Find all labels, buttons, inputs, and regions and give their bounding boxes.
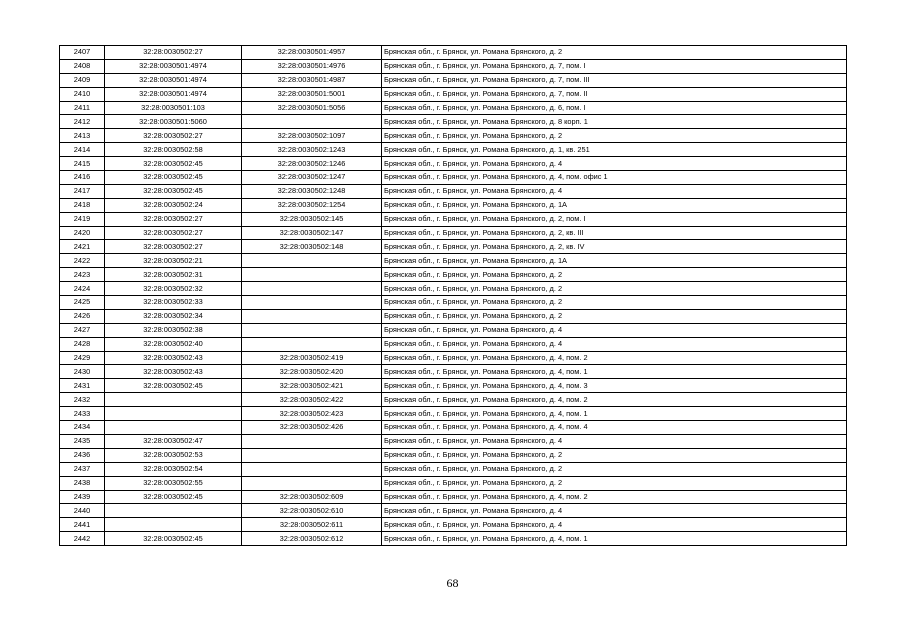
parcel-number-cell: 32:28:0030502:33	[105, 296, 242, 310]
parcel-number-cell: 32:28:0030502:45	[105, 171, 242, 185]
parcel-number-cell: 32:28:0030501:4974	[105, 73, 242, 87]
table-body	[60, 46, 847, 546]
object-number-cell	[242, 476, 382, 490]
address-cell: Брянская обл., г. Брянск, ул. Романа Брянского, д. 7, пом. II	[382, 87, 847, 101]
address-cell: Брянская обл., г. Брянск, ул. Романа Брянского, д. 4, пом. 2	[382, 393, 847, 407]
table-row	[60, 379, 847, 393]
table-row	[60, 240, 847, 254]
address-cell: Брянская обл., г. Брянск, ул. Романа Брянского, д. 4	[382, 157, 847, 171]
address-cell: Брянская обл., г. Брянск, ул. Романа Брянского, д. 4, пом. 1	[382, 365, 847, 379]
table-row	[60, 212, 847, 226]
row-number-cell: 2418	[60, 198, 105, 212]
address-cell: Брянская обл., г. Брянск, ул. Романа Брянского, д. 4	[382, 184, 847, 198]
row-number-cell: 2431	[60, 379, 105, 393]
object-number-cell	[242, 268, 382, 282]
object-number-cell: 32:28:0030502:612	[242, 532, 382, 546]
parcel-number-cell	[105, 421, 242, 435]
table-row	[60, 254, 847, 268]
row-number-cell: 2427	[60, 323, 105, 337]
address-cell: Брянская обл., г. Брянск, ул. Романа Брянского, д. 2	[382, 476, 847, 490]
address-cell: Брянская обл., г. Брянск, ул. Романа Брянского, д. 2, кв. IV	[382, 240, 847, 254]
table-row	[60, 184, 847, 198]
object-number-cell: 32:28:0030502:420	[242, 365, 382, 379]
parcel-number-cell: 32:28:0030502:27	[105, 240, 242, 254]
address-cell: Брянская обл., г. Брянск, ул. Романа Брянского, д. 2, пом. I	[382, 212, 847, 226]
address-cell: Брянская обл., г. Брянск, ул. Романа Брянского, д. 2	[382, 296, 847, 310]
object-number-cell: 32:28:0030502:609	[242, 490, 382, 504]
row-number-cell: 2410	[60, 87, 105, 101]
address-cell: Брянская обл., г. Брянск, ул. Романа Брянского, д. 4	[382, 323, 847, 337]
parcel-number-cell: 32:28:0030502:55	[105, 476, 242, 490]
table-row	[60, 323, 847, 337]
address-cell: Брянская обл., г. Брянск, ул. Романа Брянского, д. 4, пом. 1	[382, 407, 847, 421]
table-row	[60, 157, 847, 171]
row-number-cell: 2437	[60, 462, 105, 476]
object-number-cell	[242, 115, 382, 129]
row-number-cell: 2411	[60, 101, 105, 115]
row-number-cell: 2441	[60, 518, 105, 532]
table-row	[60, 393, 847, 407]
parcel-number-cell: 32:28:0030502:32	[105, 282, 242, 296]
object-number-cell: 32:28:0030502:147	[242, 226, 382, 240]
address-cell: Брянская обл., г. Брянск, ул. Романа Брянского, д. 4	[382, 518, 847, 532]
table-row	[60, 101, 847, 115]
parcel-number-cell: 32:28:0030502:47	[105, 434, 242, 448]
parcel-number-cell: 32:28:0030502:45	[105, 490, 242, 504]
address-cell: Брянская обл., г. Брянск, ул. Романа Брянского, д. 4	[382, 337, 847, 351]
table-row	[60, 46, 847, 60]
row-number-cell: 2420	[60, 226, 105, 240]
address-cell: Брянская обл., г. Брянск, ул. Романа Брянского, д. 7, пом. III	[382, 73, 847, 87]
parcel-number-cell: 32:28:0030502:40	[105, 337, 242, 351]
table-row	[60, 87, 847, 101]
table-row	[60, 351, 847, 365]
address-cell: Брянская обл., г. Брянск, ул. Романа Брянского, д. 6, пом. I	[382, 101, 847, 115]
object-number-cell: 32:28:0030502:423	[242, 407, 382, 421]
cadastral-table	[59, 45, 847, 546]
object-number-cell	[242, 462, 382, 476]
row-number-cell: 2433	[60, 407, 105, 421]
row-number-cell: 2439	[60, 490, 105, 504]
object-number-cell	[242, 448, 382, 462]
table-row	[60, 365, 847, 379]
address-cell: Брянская обл., г. Брянск, ул. Романа Брянского, д. 2	[382, 46, 847, 60]
table-row	[60, 490, 847, 504]
table-row	[60, 143, 847, 157]
address-cell: Брянская обл., г. Брянск, ул. Романа Брянского, д. 2	[382, 448, 847, 462]
parcel-number-cell: 32:28:0030501:4974	[105, 87, 242, 101]
address-cell: Брянская обл., г. Брянск, ул. Романа Брянского, д. 4, пом. офис 1	[382, 171, 847, 185]
address-cell: Брянская обл., г. Брянск, ул. Романа Брянского, д. 4, пом. 1	[382, 532, 847, 546]
object-number-cell: 32:28:0030502:1243	[242, 143, 382, 157]
object-number-cell: 32:28:0030502:611	[242, 518, 382, 532]
table-row	[60, 309, 847, 323]
object-number-cell: 32:28:0030502:426	[242, 421, 382, 435]
address-cell: Брянская обл., г. Брянск, ул. Романа Брянского, д. 1, кв. 251	[382, 143, 847, 157]
row-number-cell: 2421	[60, 240, 105, 254]
table-row	[60, 171, 847, 185]
object-number-cell	[242, 309, 382, 323]
row-number-cell: 2428	[60, 337, 105, 351]
object-number-cell	[242, 434, 382, 448]
parcel-number-cell: 32:28:0030502:34	[105, 309, 242, 323]
row-number-cell: 2442	[60, 532, 105, 546]
object-number-cell: 32:28:0030501:4987	[242, 73, 382, 87]
row-number-cell: 2408	[60, 59, 105, 73]
address-cell: Брянская обл., г. Брянск, ул. Романа Брянского, д. 8 корп. 1	[382, 115, 847, 129]
table-row	[60, 282, 847, 296]
row-number-cell: 2423	[60, 268, 105, 282]
parcel-number-cell	[105, 504, 242, 518]
parcel-number-cell: 32:28:0030501:4974	[105, 59, 242, 73]
parcel-number-cell: 32:28:0030502:45	[105, 157, 242, 171]
table-row	[60, 129, 847, 143]
row-number-cell: 2426	[60, 309, 105, 323]
address-cell: Брянская обл., г. Брянск, ул. Романа Брянского, д. 4, пом. 4	[382, 421, 847, 435]
table-row	[60, 198, 847, 212]
row-number-cell: 2435	[60, 434, 105, 448]
object-number-cell: 32:28:0030501:5056	[242, 101, 382, 115]
address-cell: Брянская обл., г. Брянск, ул. Романа Брянского, д. 1А	[382, 254, 847, 268]
object-number-cell: 32:28:0030501:4976	[242, 59, 382, 73]
parcel-number-cell: 32:28:0030501:5060	[105, 115, 242, 129]
row-number-cell: 2440	[60, 504, 105, 518]
table-row	[60, 59, 847, 73]
address-cell: Брянская обл., г. Брянск, ул. Романа Брянского, д. 4, пом. 3	[382, 379, 847, 393]
row-number-cell: 2438	[60, 476, 105, 490]
object-number-cell	[242, 323, 382, 337]
row-number-cell: 2412	[60, 115, 105, 129]
object-number-cell: 32:28:0030502:422	[242, 393, 382, 407]
row-number-cell: 2415	[60, 157, 105, 171]
object-number-cell: 32:28:0030502:1097	[242, 129, 382, 143]
address-cell: Брянская обл., г. Брянск, ул. Романа Брянского, д. 2	[382, 282, 847, 296]
parcel-number-cell: 32:28:0030502:21	[105, 254, 242, 268]
parcel-number-cell: 32:28:0030502:27	[105, 212, 242, 226]
address-cell: Брянская обл., г. Брянск, ул. Романа Брянского, д. 4	[382, 504, 847, 518]
parcel-number-cell: 32:28:0030502:24	[105, 198, 242, 212]
parcel-number-cell	[105, 407, 242, 421]
address-cell: Брянская обл., г. Брянск, ул. Романа Брянского, д. 2	[382, 462, 847, 476]
object-number-cell: 32:28:0030502:145	[242, 212, 382, 226]
row-number-cell: 2424	[60, 282, 105, 296]
address-cell: Брянская обл., г. Брянск, ул. Романа Брянского, д. 2, кв. III	[382, 226, 847, 240]
address-cell: Брянская обл., г. Брянск, ул. Романа Брянского, д. 4, пом. 2	[382, 351, 847, 365]
parcel-number-cell	[105, 393, 242, 407]
table-row	[60, 462, 847, 476]
table-row	[60, 115, 847, 129]
object-number-cell	[242, 337, 382, 351]
table-row	[60, 407, 847, 421]
address-cell: Брянская обл., г. Брянск, ул. Романа Брянского, д. 2	[382, 268, 847, 282]
address-cell: Брянская обл., г. Брянск, ул. Романа Брянского, д. 1А	[382, 198, 847, 212]
row-number-cell: 2409	[60, 73, 105, 87]
table-row	[60, 434, 847, 448]
parcel-number-cell: 32:28:0030502:53	[105, 448, 242, 462]
parcel-number-cell: 32:28:0030502:27	[105, 129, 242, 143]
row-number-cell: 2413	[60, 129, 105, 143]
address-cell: Брянская обл., г. Брянск, ул. Романа Брянского, д. 7, пом. I	[382, 59, 847, 73]
object-number-cell: 32:28:0030502:1248	[242, 184, 382, 198]
object-number-cell	[242, 296, 382, 310]
parcel-number-cell: 32:28:0030502:45	[105, 532, 242, 546]
row-number-cell: 2430	[60, 365, 105, 379]
object-number-cell: 32:28:0030502:610	[242, 504, 382, 518]
table-row	[60, 226, 847, 240]
table-row	[60, 268, 847, 282]
address-cell: Брянская обл., г. Брянск, ул. Романа Брянского, д. 4	[382, 434, 847, 448]
table-row	[60, 476, 847, 490]
row-number-cell: 2425	[60, 296, 105, 310]
parcel-number-cell: 32:28:0030502:45	[105, 184, 242, 198]
address-cell: Брянская обл., г. Брянск, ул. Романа Брянского, д. 4, пом. 2	[382, 490, 847, 504]
object-number-cell: 32:28:0030502:421	[242, 379, 382, 393]
parcel-number-cell: 32:28:0030502:43	[105, 351, 242, 365]
parcel-number-cell: 32:28:0030501:103	[105, 101, 242, 115]
object-number-cell: 32:28:0030502:148	[242, 240, 382, 254]
row-number-cell: 2417	[60, 184, 105, 198]
address-cell: Брянская обл., г. Брянск, ул. Романа Брянского, д. 2	[382, 129, 847, 143]
object-number-cell	[242, 254, 382, 268]
parcel-number-cell: 32:28:0030502:31	[105, 268, 242, 282]
parcel-number-cell: 32:28:0030502:38	[105, 323, 242, 337]
object-number-cell: 32:28:0030502:419	[242, 351, 382, 365]
parcel-number-cell: 32:28:0030502:45	[105, 379, 242, 393]
row-number-cell: 2407	[60, 46, 105, 60]
row-number-cell: 2429	[60, 351, 105, 365]
table-row	[60, 448, 847, 462]
row-number-cell: 2422	[60, 254, 105, 268]
table-row	[60, 532, 847, 546]
object-number-cell	[242, 282, 382, 296]
table-row	[60, 421, 847, 435]
object-number-cell: 32:28:0030501:5001	[242, 87, 382, 101]
parcel-number-cell: 32:28:0030502:58	[105, 143, 242, 157]
row-number-cell: 2416	[60, 171, 105, 185]
object-number-cell: 32:28:0030502:1246	[242, 157, 382, 171]
parcel-number-cell: 32:28:0030502:43	[105, 365, 242, 379]
object-number-cell: 32:28:0030501:4957	[242, 46, 382, 60]
parcel-number-cell: 32:28:0030502:27	[105, 226, 242, 240]
table-row	[60, 337, 847, 351]
row-number-cell: 2436	[60, 448, 105, 462]
address-cell: Брянская обл., г. Брянск, ул. Романа Брянского, д. 2	[382, 309, 847, 323]
row-number-cell: 2434	[60, 421, 105, 435]
parcel-number-cell	[105, 518, 242, 532]
page-number: 68	[446, 576, 459, 590]
object-number-cell: 32:28:0030502:1254	[242, 198, 382, 212]
object-number-cell: 32:28:0030502:1247	[242, 171, 382, 185]
table-row	[60, 518, 847, 532]
table-row	[60, 296, 847, 310]
parcel-number-cell: 32:28:0030502:54	[105, 462, 242, 476]
row-number-cell: 2419	[60, 212, 105, 226]
row-number-cell: 2432	[60, 393, 105, 407]
table-row	[60, 504, 847, 518]
row-number-cell: 2414	[60, 143, 105, 157]
parcel-number-cell: 32:28:0030502:27	[105, 46, 242, 60]
table-row	[60, 73, 847, 87]
